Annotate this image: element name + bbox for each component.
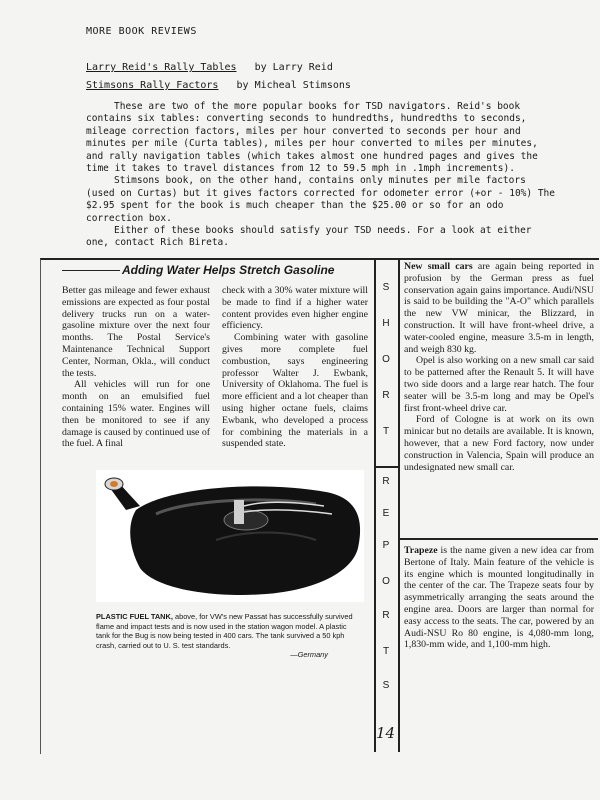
- caption-lead: PLASTIC FUEL TANK,: [96, 612, 173, 621]
- column-rule: [374, 258, 376, 752]
- caption-credit: —Germany: [290, 650, 328, 660]
- news-paragraph: Opel is also working on a new small car said to be patterned after the Renault 5. It will have two side doors and a large rear hatch. The four seater will be 3.5-m long and may be Opel's first front-wheel drive car.: [404, 355, 594, 414]
- article-paragraph: Better gas mileage and fewer exhaust emissions are expected as four postal delivery trucks run on a water-gasoline mixture over the next four months. The Postal Service's Maintenance Technical Support Center, Norman, Okla., will conduct the tests.: [62, 285, 210, 379]
- vertical-letter: S: [382, 282, 390, 293]
- article-column-1: [62, 285, 210, 450]
- book-author-2: by Micheal Stimsons: [236, 80, 351, 91]
- article-paragraph: check with a 30% water mixture will be made to find if a higher water content provides even higher engine efficiency.: [222, 285, 368, 332]
- vertical-letter: O: [382, 354, 390, 365]
- page-header: MORE BOOK REVIEWS: [86, 26, 197, 37]
- book-title-2: Stimsons Rally Factors: [86, 80, 219, 91]
- article-title: Adding Water Helps Stretch Gasoline: [122, 263, 335, 277]
- vertical-letter: S: [382, 680, 390, 691]
- vertical-letter: T: [382, 426, 390, 437]
- review-paragraph: Either of these books should satisfy your TSD needs. For a look at either one, contact Rich Bireta.: [86, 225, 532, 249]
- caption-text: above, for VW's new Passat has successfully survived flame and impact tests and is now used in the station wagon model. A plastic tank for the Bug is now being tested in 400 cars. The tank survived a 50 kph crash, carried out to U. S. test standards.: [96, 612, 353, 650]
- title-rule: [62, 270, 120, 271]
- vertical-letter: T: [382, 646, 390, 657]
- news-text: is the name given a new idea car from Bertone of Italy. Main feature of the vehicle is its engine which is mounted longitudinally in the center of the car. The Trapeze seats four by asymmetrically arranging the seats around the engine area. Doors are larger than normal for easy access to the seats. The car, powered by an Audi-NSU Ro 80 engine, is 4,080-mm long, 1,830-mm wide, and 1,100-mm high.: [404, 545, 594, 651]
- article-paragraph: All vehicles will run for one month on an emulsified fuel containing 15% water. Engines will then be monitored to see if any damage is caused by continued use of the fuel. A final: [62, 379, 210, 450]
- news-column-small-cars: [404, 261, 594, 473]
- book-entry-1: [86, 62, 333, 73]
- news-paragraph: [404, 545, 594, 651]
- news-paragraph: [404, 261, 594, 355]
- vertical-letter: O: [382, 576, 390, 587]
- vertical-letter: R: [382, 476, 390, 487]
- photo-caption: [96, 612, 358, 660]
- news-text: are again being reported in profusion by the German press as fuel conservation again gains importance. Audi/NSU is said to be building the "A-O" which parallels the new VW minicar, the Blizzard, in construction. It will have front-wheel drive, a water-cooled engine, measure 3.5-m in length, and weigh 830 kg.: [404, 261, 594, 355]
- article-paragraph: Combining water with gasoline gives more complete fuel combustion, says engineering professor Walter J. Ewbank, University of Oklahoma. The fuel is more efficient and a lot cheaper than using higher octane fuels, claims Ewbank, who developed a process for combining the materials in a suspended state.: [222, 332, 368, 450]
- page-number: 14: [376, 724, 396, 742]
- vertical-letter: E: [382, 508, 390, 519]
- review-paragraph: These are two of the more popular books for TSD navigators. Reid's book contains six tables: converting seconds to hundredths, hundredths to seconds, mileage correction factors, miles per hour converted to seconds per hour and minutes per mile (Curta tables), miles per hour converted to miles per minutes, and rally navigation tables (which takes almost one hundred pages and gives the time it takes to travel distances from 12 to 59.5 mph in .1mph increments).: [86, 101, 538, 175]
- section-divider: [374, 466, 398, 468]
- news-lead: New small cars: [404, 261, 473, 272]
- book-author-1: by Larry Reid: [254, 62, 333, 73]
- fuel-tank-image: [96, 470, 364, 602]
- vertical-letter: P: [382, 540, 390, 551]
- review-paragraph: Stimsons book, on the other hand, contains only minutes per mile factors (used on Curtas) but it gives factors corrected for odometer error (+or - 10%) The $2.95 spent for the book is much cheaper than the $25.00 or so for an odo correction box.: [86, 175, 555, 224]
- vertical-letter: H: [382, 318, 390, 329]
- book-title-1: Larry Reid's Rally Tables: [86, 62, 237, 73]
- news-lead: Trapeze: [404, 545, 438, 556]
- news-paragraph: Ford of Cologne is at work on its own minicar but no details are available. It is known, however, that a new Ford factory, now under construction in Valencia, Spain will produce an undesignated new small car.: [404, 414, 594, 473]
- fuel-tank-photo: [96, 470, 364, 602]
- vertical-letter: R: [382, 390, 390, 401]
- book-entry-2: [86, 80, 351, 91]
- book-review-body: [86, 101, 558, 250]
- news-column-trapeze: [404, 545, 594, 651]
- article-column-2: [222, 285, 368, 450]
- vertical-letter: R: [382, 610, 390, 621]
- column-rule: [398, 258, 400, 752]
- section-divider: [398, 538, 598, 540]
